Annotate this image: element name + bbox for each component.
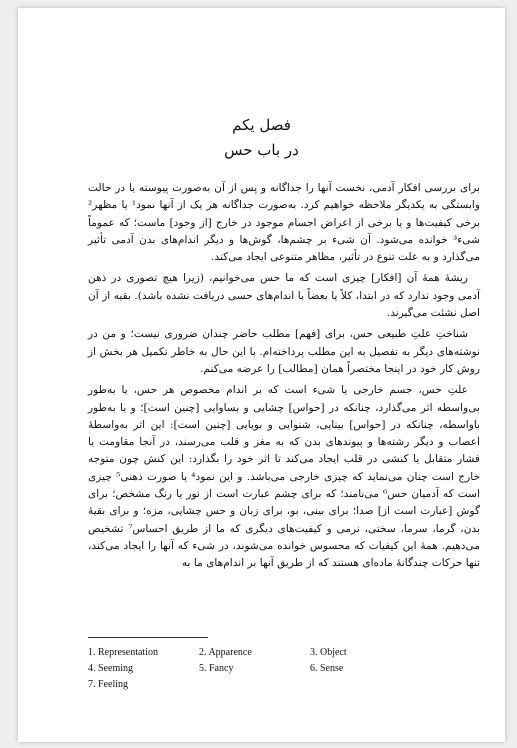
footnote-item: 5. Fancy <box>199 662 234 674</box>
footnote-row <box>88 660 480 676</box>
footnote-item: 1. Representation <box>88 646 158 658</box>
paragraph: شناختِ علتِ طبیعی حس، برای [فهم] مطلب حاضر چندان ضروری نیست؛ و من در نوشته‌های دیگر به تفصیل به این مطلب پرداخته‌ام. با این حال به خاطر تکمیل هر بخش از روش کار خود در اینجا مختصراً همان [مطالب] را عرضه می‌کنم. <box>88 328 480 375</box>
paragraph: علتِ حس، جسم خارجی یا شیء است که بر اندام مخصوص هر حس، یا به‌طور بی‌واسطه اثر می‌گذارد، چنانکه در [حواس] چشایی و بساوایی [چنین است]؛ و یا به‌طور باواسطه، چنانکه در [حواس] بینایی، شنوایی و بویایی [چنین است]: این اثر به‌واسطهٔ اعصاب و دیگر رشته‌ها و پیوندهای بدن که به مغز و قلب می‌رسند، در آنجا مقاومت یا فشار متقابل یا کنشی در قلب ایجاد می‌کند تا اثر خود را بگذارد: این کنش چون متوجه خارج است چنان می‌نماید که چیزی خارجی می‌باشد. و این نمود⁴ یا صورت ذهنی⁵ چیزی است که آدمیان حس⁶ می‌نامند؛ که برای چشم عبارت است از نور یا رنگ مشخص؛ برای گوش [عبارت است از] صدا؛ برای بینی، بو، برای زبان و حس چشایی، مزه؛ و برای بقیهٔ بدن، گرما، سرما، سختی، نرمی و کیفیت‌های دیگری که ما از طریق احساس⁷ تشخیص می‌دهیم. همهٔ این کیفیات که محسوس خوانده می‌شوند، در شیء که آنها را ایجاد می‌کند، تنها حرکات چندگانهٔ ماده‌ای هستند که از طریق آنها بر اندام‌های ما به <box>88 384 481 570</box>
footnotes <box>88 644 480 692</box>
book-page <box>18 8 505 742</box>
footnote-row <box>88 676 480 692</box>
footnote-item: 4. Seeming <box>88 662 133 674</box>
footnote-item: 6. Sense <box>310 662 344 674</box>
paragraph: ریشهٔ همهٔ آن [افکار] چیزی است که ما حس می‌خوانیم، (زیرا هیچ تصوری در ذهن آدمی وجود ندارد که در ابتدا، کلاً یا بعضاً با اندام‌های حسی دریافت نشده باشد). بقیه از آن اصل نشئت می‌گیرند. <box>88 272 480 320</box>
footnote-divider <box>88 637 208 638</box>
paragraph: برای بررسی افکار آدمی، نخست آنها را جداگانه و پس از آن به‌صورت پیوسته یا در حالت وابستگی به یکدیگر ملاحظه خواهیم کرد. به‌صورت جداگانه هر یک از آنها نمود¹ یا مظهر² برخی کیفیت‌ها و یا برخی از اعراض اجسام موجود در خارج [از وجود] ماست؛ که عموماً شیء³ خوانده می‌شود. آن شیء بر چشم‌ها، گوش‌ها و دیگر اندام‌های بدن آدمی تأثیر می‌گذارد و به علت تنوع در تأثیر، مظاهر متنوعی ایجاد می‌کند. <box>88 182 480 264</box>
footnote-item: 3. Object <box>310 646 347 658</box>
footnote-row <box>88 644 480 660</box>
chapter-subtitle: در باب حس <box>224 141 299 159</box>
footnote-item: 2. Apparence <box>199 646 252 658</box>
body-text <box>88 180 480 577</box>
footnote-item: 7. Feeling <box>88 678 128 690</box>
chapter-title: فصل یکم <box>232 116 291 134</box>
